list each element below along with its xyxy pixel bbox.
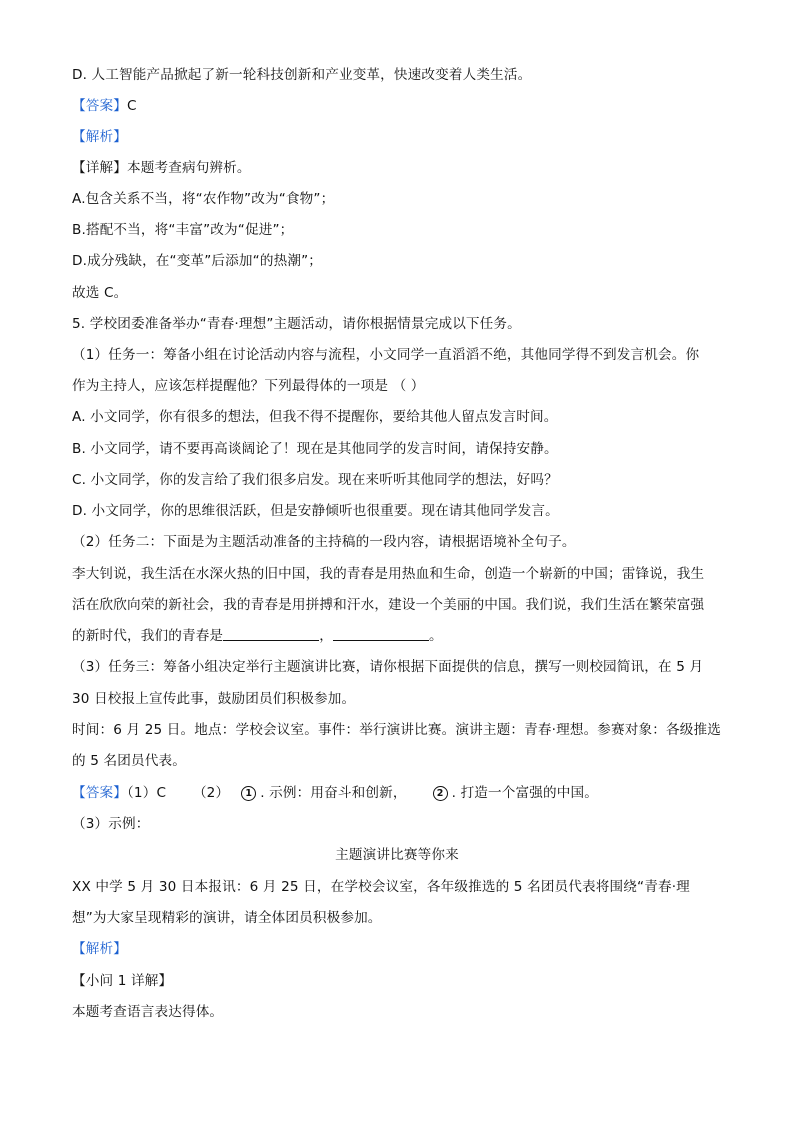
passage-text: 的新时代，我们的青春是	[72, 628, 224, 644]
task1-option-a: A. 小文同学，你有很多的想法，但我不得不提醒你，要给其他人留点发言时间。	[72, 409, 558, 425]
choose-line: 故选 C。	[72, 285, 128, 301]
fill-blank-2	[333, 627, 429, 641]
answer-2-line	[72, 784, 724, 802]
detail-line: 【详解】本题考查病句辨析。	[72, 160, 251, 176]
task2-line: （2）任务二：下面是为主题活动准备的主持稿的一段内容，请根据语境补全句子。	[72, 534, 576, 550]
task1-option-d: D. 小文同学，你的思维很活跃，但是安静倾听也很重要。现在请其他同学发言。	[72, 503, 559, 519]
example-label: （3）示例：	[72, 816, 150, 832]
news-line1: XX 中学 5 月 30 日本报讯：6 月 25 日，在学校会议室，各年级推选的 5 名团员代表将围绕“青春·理	[72, 879, 690, 895]
answer-tag: 【答案】	[72, 98, 127, 114]
news-line2: 想”为大家呈现精彩的演讲，请全体团员积极参加。	[72, 910, 382, 926]
explain-a: A.包含关系不当，将“农作物”改为“食物”；	[72, 191, 335, 207]
explain-d: D.成分残缺，在“变革”后添加“的热潮”；	[72, 253, 323, 269]
passage-line3	[72, 627, 724, 645]
task1-option-c: C. 小文同学，你的发言给了我们很多启发。现在来听听其他同学的想法，好吗？	[72, 472, 558, 488]
info-line1: 时间：6 月 25 日。地点：学校会议室。事件：举行演讲比赛。演讲主题：青春·理想。参赛对象：各级推选	[72, 722, 722, 738]
task1-line1: （1）任务一：筹备小组在讨论活动内容与流程，小文同学一直滔滔不绝，其他同学得不到发言机会。你	[72, 347, 700, 363]
question-5-title: 5. 学校团委准备举办“青春·理想”主题活动，请你根据情景完成以下任务。	[72, 316, 521, 332]
task3-line2: 30 日校报上宣传此事，鼓励团员们积极参加。	[72, 691, 356, 707]
news-title: 主题演讲比赛等你来	[335, 847, 459, 863]
option-d-line: D. 人工智能产品掀起了新一轮科技创新和产业变革，快速改变着人类生活。	[72, 67, 532, 83]
answer-2-part-b: . 示例：用奋斗和创新，	[260, 785, 407, 801]
fill-blank-1	[223, 627, 319, 641]
answer-value: C	[126, 98, 137, 114]
explain-b: B.搭配不当，将“丰富”改为“促进”；	[72, 222, 294, 238]
task1-option-b: B. 小文同学，请不要再高谈阔论了！现在是其他同学的发言时间，请保持安静。	[72, 441, 558, 457]
circled-1-icon: 1	[241, 786, 256, 801]
answer-tag-2: 【答案】	[72, 785, 127, 801]
subquestion-1-detail: 【小问 1 详解】	[72, 973, 173, 989]
task3-line1: （3）任务三：筹备小组决定举行主题演讲比赛，请你根据下面提供的信息，撰写一则校园简讯，在 5 月	[72, 659, 704, 675]
passage-line2: 活在欣欣向荣的新社会，我的青春是用拼搏和汗水，建设一个美丽的中国。我们说，我们生活在繁荣富强	[72, 597, 705, 613]
comma: ，	[319, 628, 333, 644]
period: 。	[428, 628, 443, 644]
info-line2: 的 5 名团员代表。	[72, 753, 186, 769]
analysis-tag: 【解析】	[72, 129, 127, 145]
task1-line2: 作为主持人，应该怎样提醒他？下列最得体的一项是 （ ）	[72, 378, 425, 394]
answer-2-part-d: . 打造一个富强的中国。	[451, 785, 599, 801]
answer-line	[72, 97, 724, 115]
circled-2-icon: 2	[433, 786, 448, 801]
passage-line1: 李大钊说，我生活在水深火热的旧中国，我的青春是用热血和生命，创造一个崭新的中国；雷锋说，我生	[72, 566, 705, 582]
subquestion-1-text: 本题考查语言表达得体。	[72, 1004, 224, 1020]
answer-2-part-a: （1）C （2）	[126, 785, 230, 801]
analysis-tag-2: 【解析】	[72, 941, 127, 957]
